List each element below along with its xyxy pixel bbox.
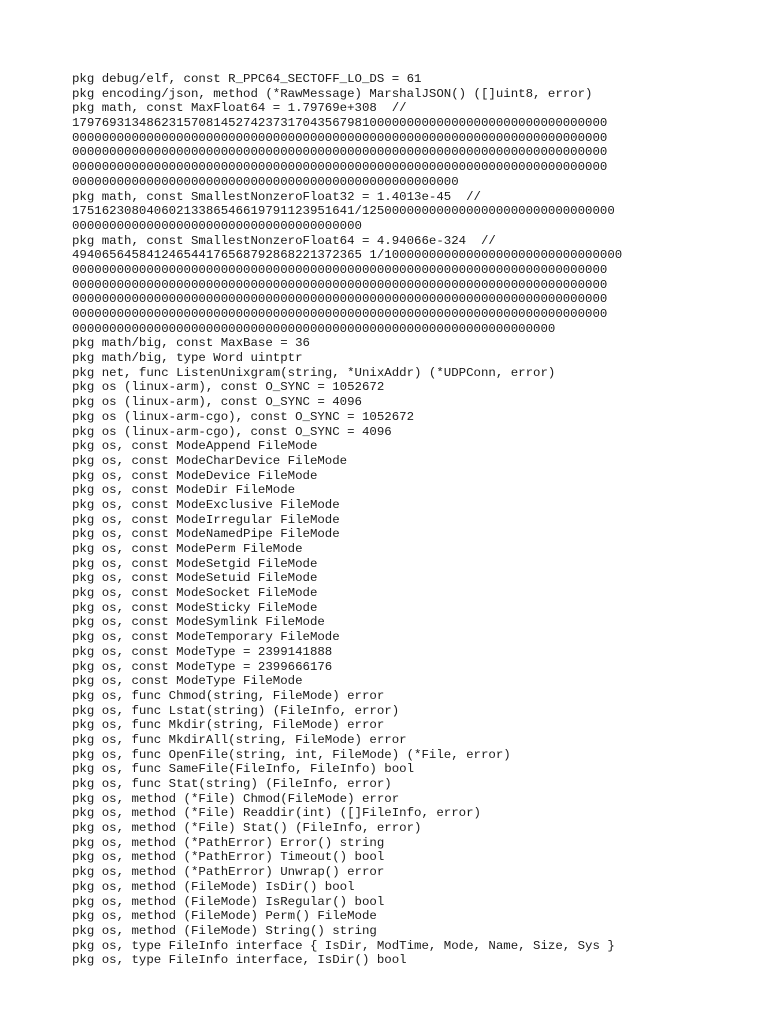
doc-line: pkg os, type FileInfo interface { IsDir, ModTime, Mode, Name, Size, Sys }: [72, 938, 615, 953]
doc-line: pkg os, const ModeSetgid FileMode: [72, 556, 318, 571]
doc-line: pkg os, const ModeNamedPipe FileMode: [72, 527, 340, 542]
doc-line: pkg os, const ModeExclusive FileMode: [72, 497, 340, 512]
doc-line: pkg os, method (*File) Stat() (FileInfo, error): [72, 821, 422, 836]
doc-line: pkg os, method (*PathError) Timeout() bool: [72, 850, 385, 865]
doc-line: 494065645841246544176568792868221372365 1/10000000000000000000000000000000: [72, 248, 623, 263]
doc-line: pkg os, method (FileMode) String() string: [72, 923, 377, 938]
doc-line: pkg os, const ModeTemporary FileMode: [72, 630, 340, 645]
doc-line: pkg os, method (FileMode) IsDir() bool: [72, 879, 355, 894]
doc-line: pkg os, method (*PathError) Unwrap() error: [72, 865, 385, 880]
doc-line: pkg os, func OpenFile(string, int, FileMode) (*File, error): [72, 747, 511, 762]
doc-line: 17516230804060213386546619791123951641/1250000000000000000000000000000000: [72, 204, 615, 219]
doc-line: pkg os (linux-arm), const O_SYNC = 4096: [72, 395, 362, 410]
doc-line: pkg os, const ModeCharDevice FileMode: [72, 453, 348, 468]
doc-line: 000000000000000000000000000000000000000: [72, 218, 362, 233]
doc-line: pkg os, func Mkdir(string, FileMode) error: [72, 718, 385, 733]
doc-line: 0000000000000000000000000000000000000000000000000000: [72, 174, 459, 189]
doc-line: 00000000000000000000000000000000000000000000000000000000000000000: [72, 321, 556, 336]
doc-line: pkg os, func Chmod(string, FileMode) error: [72, 688, 385, 703]
doc-line: pkg os, type FileInfo interface, IsDir() bool: [72, 953, 407, 968]
doc-line: 000000000000000000000000000000000000000000000000000000000000000000000000: [72, 262, 608, 277]
doc-line: pkg math/big, type Word uintptr: [72, 351, 303, 366]
doc-line: pkg os, func SameFile(FileInfo, FileInfo) bool: [72, 762, 415, 777]
doc-line: pkg os, const ModeSticky FileMode: [72, 600, 318, 615]
doc-line: pkg os (linux-arm), const O_SYNC = 1052672: [72, 380, 385, 395]
doc-line: 000000000000000000000000000000000000000000000000000000000000000000000000: [72, 307, 608, 321]
doc-line: pkg os, func Stat(string) (FileInfo, error): [72, 777, 392, 791]
doc-line: pkg os, const ModeDevice FileMode: [72, 468, 318, 483]
doc-line: 000000000000000000000000000000000000000000000000000000000000000000000000: [72, 145, 608, 160]
doc-line: pkg os, const ModePerm FileMode: [72, 542, 303, 556]
doc-line: pkg os, const ModeDir FileMode: [72, 483, 296, 498]
doc-line: pkg os, method (FileMode) Perm() FileMode: [72, 909, 377, 924]
doc-line: pkg encoding/json, method (*RawMessage) MarshalJSON() ([]uint8, error): [72, 86, 593, 101]
doc-line: pkg debug/elf, const R_PPC64_SECTOFF_LO_DS = 61: [72, 72, 422, 86]
doc-line: pkg os, const ModeSetuid FileMode: [72, 571, 318, 586]
doc-line: pkg os, const ModeType = 2399666176: [72, 659, 333, 674]
doc-line: 179769313486231570814527423731704356798100000000000000000000000000000000: [72, 116, 608, 131]
doc-line: pkg math/big, const MaxBase = 36: [72, 336, 310, 351]
doc-line: pkg os, method (FileMode) IsRegular() bool: [72, 894, 385, 909]
doc-line: pkg math, const SmallestNonzeroFloat64 = 4.94066e-324 //: [72, 233, 496, 248]
doc-line: pkg os, const ModeSocket FileMode: [72, 586, 318, 601]
doc-line: 000000000000000000000000000000000000000000000000000000000000000000000000: [72, 277, 608, 292]
doc-line: pkg os, const ModeSymlink FileMode: [72, 615, 325, 630]
doc-line: pkg os, method (*File) Chmod(FileMode) error: [72, 791, 400, 806]
doc-line: pkg math, const MaxFloat64 = 1.79769e+308 //: [72, 101, 407, 116]
doc-line: pkg os, const ModeType = 2399141888: [72, 644, 333, 659]
doc-line: pkg os, method (*File) Readdir(int) ([]FileInfo, error): [72, 806, 481, 821]
doc-line: pkg os (linux-arm-cgo), const O_SYNC = 4096: [72, 424, 392, 439]
doc-line: 000000000000000000000000000000000000000000000000000000000000000000000000: [72, 130, 608, 145]
document-page: [72, 72, 702, 968]
doc-line: 000000000000000000000000000000000000000000000000000000000000000000000000: [72, 160, 608, 175]
doc-line: pkg os, const ModeIrregular FileMode: [72, 512, 340, 527]
doc-line: pkg net, func ListenUnixgram(string, *UnixAddr) (*UDPConn, error): [72, 365, 556, 380]
doc-line: pkg os, const ModeAppend FileMode: [72, 439, 318, 454]
doc-line: pkg os, func MkdirAll(string, FileMode) error: [72, 732, 407, 747]
doc-line: pkg os, const ModeType FileMode: [72, 674, 303, 689]
doc-line: pkg math, const SmallestNonzeroFloat32 = 1.4013e-45 //: [72, 189, 481, 204]
doc-line: pkg os (linux-arm-cgo), const O_SYNC = 1052672: [72, 409, 415, 424]
doc-line: pkg os, method (*PathError) Error() string: [72, 835, 385, 850]
doc-line: 000000000000000000000000000000000000000000000000000000000000000000000000: [72, 292, 608, 307]
doc-line: pkg os, func Lstat(string) (FileInfo, error): [72, 703, 400, 718]
